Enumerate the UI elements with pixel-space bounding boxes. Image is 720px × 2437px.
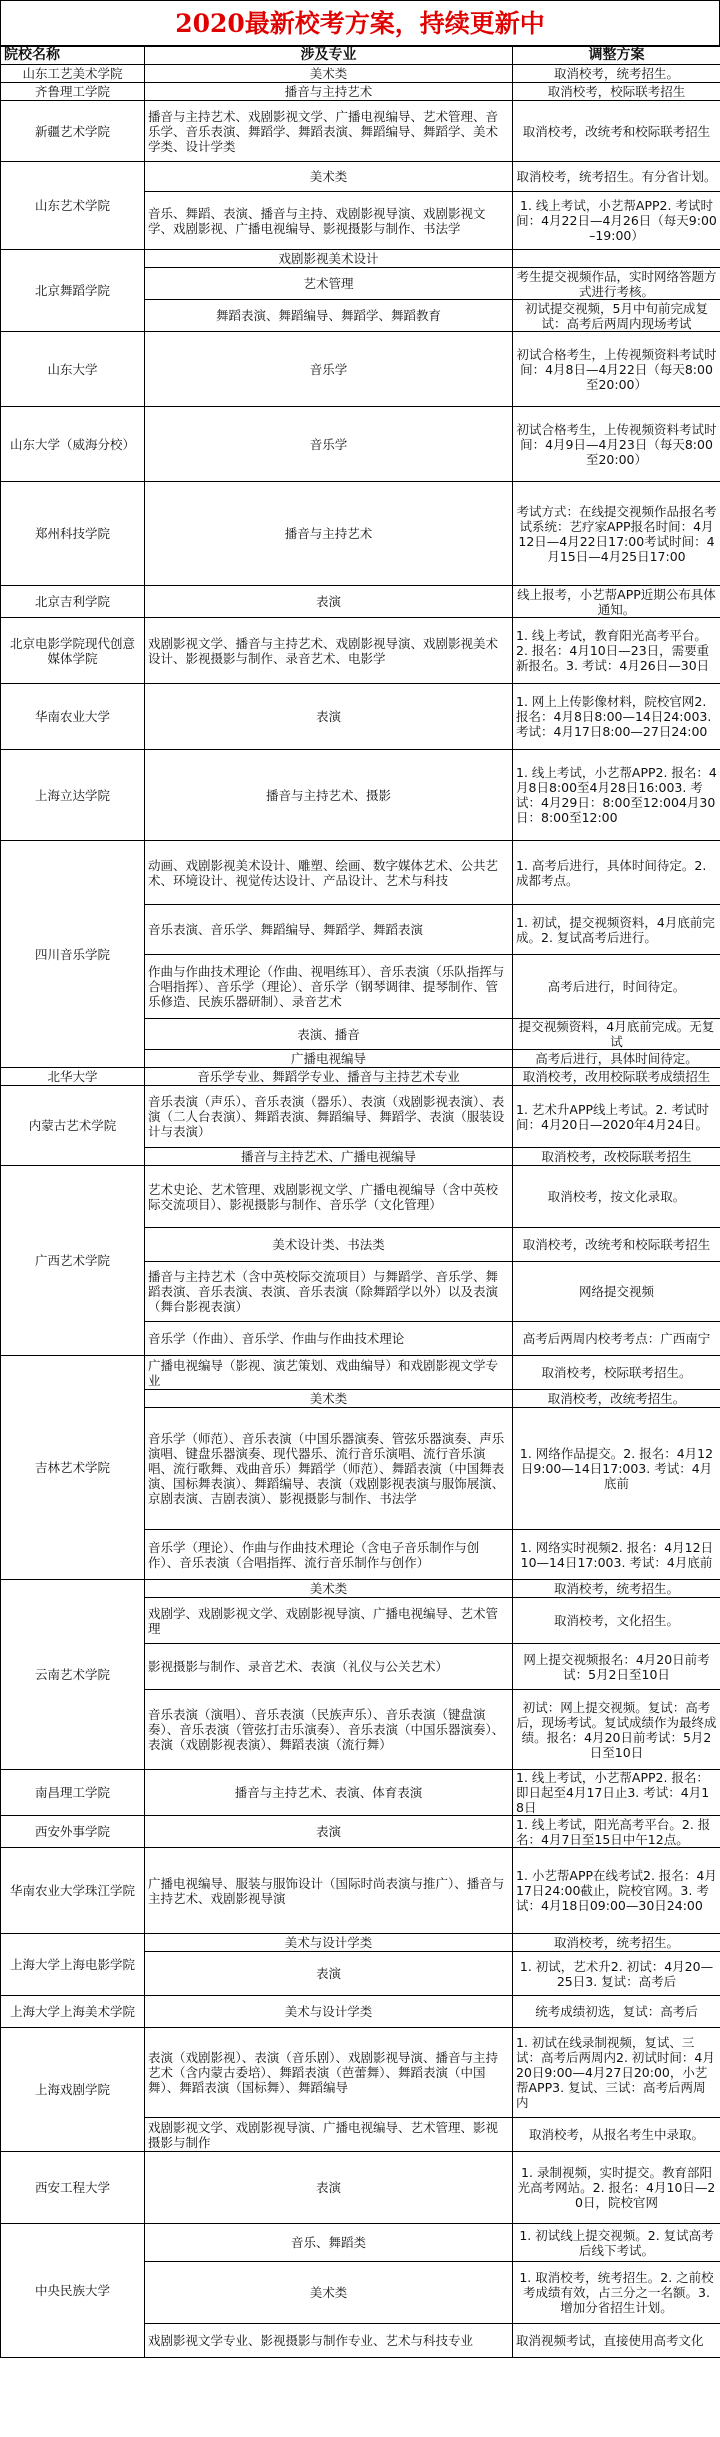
plan-cell: 取消校考，统考招生。 — [513, 1934, 720, 1952]
school-cell: 内蒙古艺术学院 — [1, 1086, 145, 1166]
table-row — [1, 65, 720, 83]
school-cell: 北京舞蹈学院 — [1, 250, 145, 332]
plan-cell: 取消校考，校际联考招生。 — [513, 1356, 720, 1390]
major-cell: 播音与主持艺术、戏剧影视文学、广播电视编导、艺术管理、音乐学、音乐表演、舞蹈学、舞蹈表演、舞蹈编导、舞蹈学、美术学类、设计学类 — [145, 101, 513, 162]
school-cell: 吉林艺术学院 — [1, 1356, 145, 1580]
school-cell: 新疆艺术学院 — [1, 101, 145, 162]
table-row — [1, 407, 720, 482]
school-cell: 山东大学（威海分校） — [1, 407, 145, 482]
plan-cell: 1. 线上考试，小艺帮APP2. 报名：4月8日8:00至4月28日16:003. 考试：4月29日：8:00至12:004月30日：8:00至12:00 — [513, 750, 720, 841]
plan-cell: 1. 取消校考，统考招生。2. 之前校考成绩有效，占三分之一名额。3. 增加分省招生计划。 — [513, 2262, 720, 2324]
plan-cell: 1. 初试在线录制视频，复试、三试：高考后两周内2. 初试时间：4月20日9:00—4月27日20:00，小艺帮APP3. 复试、三试：高考后两周内 — [513, 2028, 720, 2118]
table-row — [1, 1996, 720, 2028]
plan-cell: 1. 高考后进行，具体时间待定。2. 成都考点。 — [513, 841, 720, 905]
major-cell: 美术类 — [145, 2262, 513, 2324]
major-cell: 音乐学（作曲）、音乐学、作曲与作曲技术理论 — [145, 1322, 513, 1356]
table-row — [1, 2224, 720, 2262]
plan-cell: 高考后进行，具体时间待定。 — [513, 1050, 720, 1068]
plan-cell: 1. 线上考试，阳光高考平台。2. 报名：4月7日至15日中午12点。 — [513, 1816, 720, 1848]
table-row — [1, 618, 720, 684]
plan-cell: 初试合格考生，上传视频资料考试时间：4月9日—4月23日（每天8:00至20:00） — [513, 407, 720, 482]
major-cell: 美术类 — [145, 65, 513, 83]
page-title: 2020最新校考方案，持续更新中 — [0, 0, 720, 46]
major-cell: 美术与设计学类 — [145, 1934, 513, 1952]
school-cell: 上海大学上海电影学院 — [1, 1934, 145, 1996]
plan-cell: 1. 网络作品提交。2. 报名：4月12日9:00—14日17:003. 考试：4月底前 — [513, 1408, 720, 1530]
table-row — [1, 482, 720, 586]
school-cell: 北京吉利学院 — [1, 586, 145, 618]
school-cell: 齐鲁理工学院 — [1, 83, 145, 101]
header-school: 院校名称 — [1, 47, 145, 65]
major-cell: 美术与设计学类 — [145, 1996, 513, 2028]
plan-cell: 取消校考，统考招生。 — [513, 1580, 720, 1598]
major-cell: 表演 — [145, 1952, 513, 1996]
plan-cell — [513, 250, 720, 268]
plan-cell: 取消校考，改校际联考招生 — [513, 1148, 720, 1166]
plan-cell: 统考成绩初选，复试：高考后 — [513, 1996, 720, 2028]
table-row — [1, 1934, 720, 1952]
plan-cell: 线上报考，小艺帮APP近期公布具体通知。 — [513, 586, 720, 618]
major-cell: 音乐学 — [145, 332, 513, 407]
major-cell: 美术类 — [145, 162, 513, 192]
major-cell: 音乐、舞蹈、表演、播音与主持、戏剧影视导演、戏剧影视文学、戏剧影视、广播电视编导、影视摄影与制作、书法学 — [145, 192, 513, 250]
table-row — [1, 101, 720, 162]
school-cell: 西安外事学院 — [1, 1816, 145, 1848]
major-cell: 表演、播音 — [145, 1019, 513, 1050]
plan-cell: 1. 艺术升APP线上考试。2. 考试时间：4月20日—2020年4月24日。 — [513, 1086, 720, 1148]
major-cell: 播音与主持艺术、摄影 — [145, 750, 513, 841]
school-cell: 华南农业大学珠江学院 — [1, 1848, 145, 1934]
table-row — [1, 1848, 720, 1934]
plan-cell: 网上提交视频报名：4月20日前考试：5月2日至10日 — [513, 1644, 720, 1690]
major-cell: 音乐表演（演唱）、音乐表演（民族声乐）、音乐表演（键盘演奏）、音乐表演（管弦打击乐演奏）、音乐表演（中国乐器演奏）、表演（戏剧影视表演）、舞蹈表演（流行舞） — [145, 1690, 513, 1770]
major-cell: 播音与主持艺术、广播电视编导 — [145, 1148, 513, 1166]
school-cell: 山东大学 — [1, 332, 145, 407]
table-row — [1, 1770, 720, 1816]
major-cell: 音乐表演（声乐）、音乐表演（器乐）、表演（戏剧影视表演）、表演（二人台表演）、舞蹈表演、舞蹈编导、舞蹈学、表演（服装设计与表演） — [145, 1086, 513, 1148]
table-row — [1, 162, 720, 192]
plan-cell: 考生提交视频作品，实时网络答题方式进行考核。 — [513, 268, 720, 300]
table-row — [1, 1166, 720, 1228]
major-cell: 表演 — [145, 684, 513, 750]
major-cell: 美术类 — [145, 1580, 513, 1598]
major-cell: 戏剧影视文学、戏剧影视导演、广播电视编导、艺术管理、影视摄影与制作 — [145, 2118, 513, 2152]
plan-cell: 取消校考，按文化录取。 — [513, 1166, 720, 1228]
major-cell: 音乐、舞蹈类 — [145, 2224, 513, 2262]
major-cell: 广播电视编导（影视、演艺策划、戏曲编导）和戏剧影视文学专业 — [145, 1356, 513, 1390]
major-cell: 表演 — [145, 1816, 513, 1848]
table-row — [1, 1816, 720, 1848]
major-cell: 戏剧影视文学专业、影视摄影与制作专业、艺术与科技专业 — [145, 2324, 513, 2358]
plan-cell: 1. 录制视频，实时提交。教育部阳光高考网站。2. 报名：4月10日—20日，院校官网 — [513, 2152, 720, 2224]
plan-cell: 取消校考，文化招生。 — [513, 1598, 720, 1644]
table-row — [1, 83, 720, 101]
table-row — [1, 250, 720, 268]
major-cell: 广播电视编导、服装与服饰设计（国际时尚表演与推广）、播音与主持艺术、戏剧影视导演 — [145, 1848, 513, 1934]
table-row — [1, 586, 720, 618]
admission-table — [0, 46, 720, 2358]
major-cell: 表演（戏剧影视）、表演（音乐剧）、戏剧影视导演、播音与主持艺术（含内蒙古委培）、舞蹈表演（芭蕾舞）、舞蹈表演（中国舞）、舞蹈表演（国标舞）、舞蹈编导 — [145, 2028, 513, 2118]
plan-cell: 初试：网上提交视频。复试：高考后，现场考试。复试成绩作为最终成绩。报名：4月20日前考试：5月2日至10日 — [513, 1690, 720, 1770]
school-cell: 山东工艺美术学院 — [1, 65, 145, 83]
table-row — [1, 1068, 720, 1086]
major-cell: 戏剧影视美术设计 — [145, 250, 513, 268]
major-cell: 美术设计类、书法类 — [145, 1228, 513, 1262]
school-cell: 郑州科技学院 — [1, 482, 145, 586]
plan-cell: 取消校考，改用校际联考成绩招生 — [513, 1068, 720, 1086]
plan-cell: 高考后进行，时间待定。 — [513, 955, 720, 1019]
major-cell: 播音与主持艺术（含中英校际交流项目）与舞蹈学、音乐学、舞蹈表演、音乐表演、表演、音乐表演（除舞蹈学以外）以及表演（舞台影视表演） — [145, 1262, 513, 1322]
major-cell: 舞蹈表演、舞蹈编导、舞蹈学、舞蹈教育 — [145, 300, 513, 332]
major-cell: 表演 — [145, 2152, 513, 2224]
school-cell: 华南农业大学 — [1, 684, 145, 750]
plan-cell: 1. 网络实时视频2. 报名：4月12日10—14日17:003. 考试：4月底前 — [513, 1530, 720, 1580]
table-header — [1, 47, 720, 65]
plan-cell: 取消校考，从报名考生中录取。 — [513, 2118, 720, 2152]
plan-cell: 1. 线上考试，小艺帮APP2. 考试时间：4月22日—4月26日（每天9:00–19:00） — [513, 192, 720, 250]
plan-cell: 考试方式：在线提交视频作品报名考试系统：艺疗家APP报名时间：4月12日—4月22日17:00考试时间：4月15日—4月25日17:00 — [513, 482, 720, 586]
major-cell: 音乐学专业、舞蹈学专业、播音与主持艺术专业 — [145, 1068, 513, 1086]
major-cell: 音乐学（理论）、作曲与作曲技术理论（含电子音乐制作与创作）、音乐表演（合唱指挥、流行音乐制作与创作） — [145, 1530, 513, 1580]
plan-cell: 取消校考，改统考和校际联考招生 — [513, 101, 720, 162]
major-cell: 影视摄影与制作、录音艺术、表演（礼仪与公关艺术） — [145, 1644, 513, 1690]
plan-cell: 1. 线上考试，小艺帮APP2. 报名：即日起至4月17日止3. 考试：4月18日 — [513, 1770, 720, 1816]
major-cell: 广播电视编导 — [145, 1050, 513, 1068]
school-cell: 四川音乐学院 — [1, 841, 145, 1068]
major-cell: 播音与主持艺术 — [145, 482, 513, 586]
plan-cell: 网络提交视频 — [513, 1262, 720, 1322]
major-cell: 动画、戏剧影视美术设计、雕塑、绘画、数字媒体艺术、公共艺术、环境设计、视觉传达设计、产品设计、艺术与科技 — [145, 841, 513, 905]
plan-cell: 取消校考，改统考和校际联考招生 — [513, 1228, 720, 1262]
plan-cell: 1. 网上上传影像材料，院校官网2. 报名：4月8日8:00—14日24:003. 考试：4月17日8:00—27日24:00 — [513, 684, 720, 750]
plan-cell: 1. 初试线上提交视频。2. 复试高考后线下考试。 — [513, 2224, 720, 2262]
table-row — [1, 332, 720, 407]
plan-cell: 取消校考，统考招生。有分省计划。 — [513, 162, 720, 192]
major-cell: 艺术管理 — [145, 268, 513, 300]
major-cell: 艺术史论、艺术管理、戏剧影视文学、广播电视编导（含中英校际交流项目）、影视摄影与制作、音乐学（文化管理） — [145, 1166, 513, 1228]
plan-cell: 初试合格考生，上传视频资料考试时间：4月8日—4月22日（每天8:00至20:00） — [513, 332, 720, 407]
plan-cell: 取消视频考试，直接使用高考文化 — [513, 2324, 720, 2358]
plan-cell: 取消校考，校际联考招生 — [513, 83, 720, 101]
school-cell: 南昌理工学院 — [1, 1770, 145, 1816]
plan-cell: 取消校考，统考招生。 — [513, 65, 720, 83]
school-cell: 上海立达学院 — [1, 750, 145, 841]
table-row — [1, 1086, 720, 1148]
major-cell: 播音与主持艺术、表演、体育表演 — [145, 1770, 513, 1816]
plan-cell: 高考后两周内校考考点：广西南宁 — [513, 1322, 720, 1356]
plan-cell: 1. 小艺帮APP在线考试2. 报名：4月17日24:00截止，院校官网。3. 考试：4月18日09:00—30日24:00 — [513, 1848, 720, 1934]
table-row — [1, 2152, 720, 2224]
plan-cell: 1. 初试，艺术升2. 初试：4月20—25日3. 复试：高考后 — [513, 1952, 720, 1996]
table-row — [1, 1356, 720, 1390]
school-cell: 上海戏剧学院 — [1, 2028, 145, 2152]
table-row — [1, 841, 720, 905]
school-cell: 上海大学上海美术学院 — [1, 1996, 145, 2028]
major-cell: 戏剧学、戏剧影视文学、戏剧影视导演、广播电视编导、艺术管理 — [145, 1598, 513, 1644]
major-cell: 音乐学（师范）、音乐表演（中国乐器演奏、管弦乐器演奏、声乐演唱、键盘乐器演奏、现代器乐、流行音乐演唱、流行音乐演唱、流行歌舞、戏曲音乐）舞蹈学（师范）、舞蹈表演（中国舞表演、国标舞表演）、舞蹈编导、表演（戏剧影视表演与服饰展演、京剧表演、吉剧表演）、影视摄影与制作、书法学 — [145, 1408, 513, 1530]
school-cell: 西安工程大学 — [1, 2152, 145, 2224]
plan-cell: 1. 初试，提交视频资料，4月底前完成。2. 复试高考后进行。 — [513, 905, 720, 955]
major-cell: 音乐学 — [145, 407, 513, 482]
school-cell: 北京电影学院现代创意媒体学院 — [1, 618, 145, 684]
plan-cell: 取消校考，改统考招生。 — [513, 1390, 720, 1408]
school-cell: 广西艺术学院 — [1, 1166, 145, 1356]
plan-cell: 提交视频资料，4月底前完成。无复试 — [513, 1019, 720, 1050]
school-cell: 中央民族大学 — [1, 2224, 145, 2358]
plan-cell: 初试提交视频，5月中旬前完成复试：高考后两周内现场考试 — [513, 300, 720, 332]
table-row — [1, 1580, 720, 1598]
school-cell: 北华大学 — [1, 1068, 145, 1086]
school-cell: 山东艺术学院 — [1, 162, 145, 250]
header-major: 涉及专业 — [145, 47, 513, 65]
table-row — [1, 2028, 720, 2118]
major-cell: 音乐表演、音乐学、舞蹈编导、舞蹈学、舞蹈表演 — [145, 905, 513, 955]
major-cell: 表演 — [145, 586, 513, 618]
major-cell: 播音与主持艺术 — [145, 83, 513, 101]
table-row — [1, 750, 720, 841]
header-plan: 调整方案 — [513, 47, 720, 65]
major-cell: 美术类 — [145, 1390, 513, 1408]
school-cell: 云南艺术学院 — [1, 1580, 145, 1770]
plan-cell: 1. 线上考试，教育阳光高考平台。2. 报名：4月10日—23日，需要重新报名。3. 考试：4月26日—30日 — [513, 618, 720, 684]
major-cell: 戏剧影视文学、播音与主持艺术、戏剧影视导演、戏剧影视美术设计、影视摄影与制作、录音艺术、电影学 — [145, 618, 513, 684]
major-cell: 作曲与作曲技术理论（作曲、视唱练耳）、音乐表演（乐队指挥与合唱指挥）、音乐学（理论）、音乐学（钢琴调律、提琴制作、管乐修造、民族乐器研制）、录音艺术 — [145, 955, 513, 1019]
table-row — [1, 684, 720, 750]
